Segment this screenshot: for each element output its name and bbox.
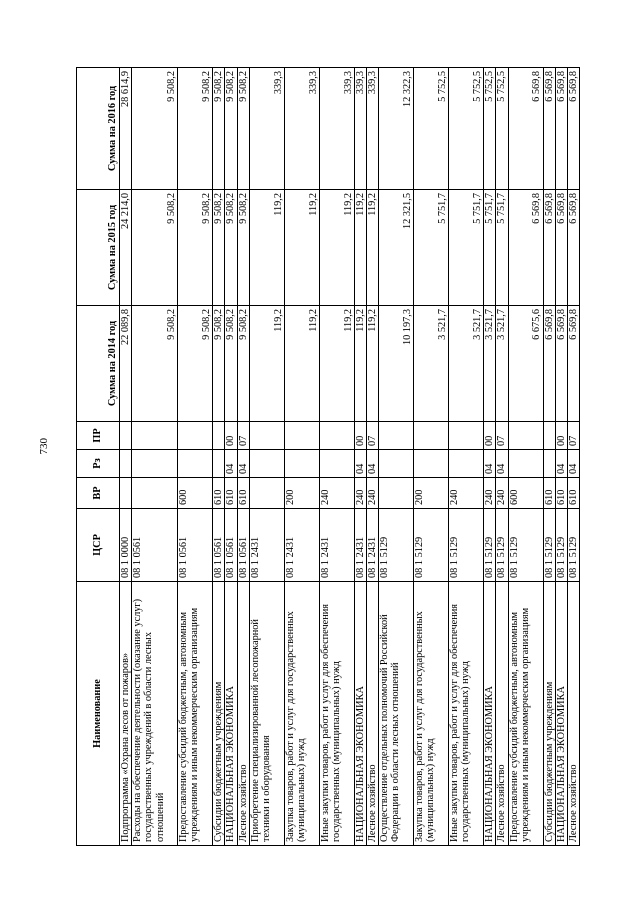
row-sum-2014: 9 508,2 bbox=[178, 306, 213, 422]
row-rz bbox=[120, 450, 132, 478]
row-csr: 08 1 5129 bbox=[543, 509, 555, 582]
row-sum-2015: 9 508,2 bbox=[178, 190, 213, 306]
row-sum-2014: 3 521,7 bbox=[449, 306, 484, 422]
row-csr: 08 1 5129 bbox=[508, 509, 543, 582]
row-rz: 04 bbox=[568, 450, 580, 478]
row-vr: 610 bbox=[225, 478, 237, 509]
row-sum-2015: 9 508,2 bbox=[132, 190, 178, 306]
row-sum-2014: 6 569,8 bbox=[543, 306, 555, 422]
row-sum-2016: 5 752,5 bbox=[414, 68, 449, 190]
row-sum-2014: 119,2 bbox=[319, 306, 354, 422]
table-row bbox=[449, 68, 484, 846]
row-name: Закупка товаров, работ и услуг для государственных (муниципальных) нужд bbox=[284, 582, 319, 846]
row-pr bbox=[414, 422, 449, 450]
table-row bbox=[496, 68, 508, 846]
row-vr bbox=[120, 478, 132, 509]
row-csr: 08 1 5129 bbox=[496, 509, 508, 582]
row-rz bbox=[249, 450, 284, 478]
row-sum-2015: 119,2 bbox=[249, 190, 284, 306]
row-vr bbox=[379, 478, 414, 509]
row-vr: 610 bbox=[237, 478, 249, 509]
row-sum-2014: 22 089,8 bbox=[120, 306, 132, 422]
page-number: 730 bbox=[38, 438, 50, 455]
row-sum-2014: 3 521,7 bbox=[484, 306, 496, 422]
row-name: Иные закупки товаров, работ и услуг для обеспечения государственных (муниципальных) нужд bbox=[449, 582, 484, 846]
row-pr bbox=[120, 422, 132, 450]
row-sum-2016: 339,3 bbox=[284, 68, 319, 190]
row-sum-2016: 9 508,2 bbox=[213, 68, 225, 190]
header-sum-2014: Сумма на 2014 год bbox=[77, 306, 120, 422]
header-rz: Рз bbox=[77, 450, 120, 478]
row-rz bbox=[132, 450, 178, 478]
row-csr: 08 1 5129 bbox=[555, 509, 567, 582]
row-vr: 610 bbox=[543, 478, 555, 509]
row-name: Лесное хозяйство bbox=[237, 582, 249, 846]
row-sum-2016: 339,3 bbox=[319, 68, 354, 190]
row-name: Иные закупки товаров, работ и услуг для обеспечения государственных (муниципальных) нужд bbox=[319, 582, 354, 846]
row-sum-2015: 6 569,8 bbox=[555, 190, 567, 306]
row-name: НАЦИОНАЛЬНАЯ ЭКОНОМИКА bbox=[225, 582, 237, 846]
row-csr: 08 1 5129 bbox=[568, 509, 580, 582]
row-sum-2015: 119,2 bbox=[354, 190, 366, 306]
row-pr bbox=[213, 422, 225, 450]
row-sum-2014: 9 508,2 bbox=[132, 306, 178, 422]
row-rz: 04 bbox=[354, 450, 366, 478]
row-pr: 00 bbox=[354, 422, 366, 450]
row-pr: 07 bbox=[367, 422, 379, 450]
row-sum-2015: 119,2 bbox=[284, 190, 319, 306]
row-sum-2014: 6 569,8 bbox=[568, 306, 580, 422]
row-pr bbox=[379, 422, 414, 450]
table-row bbox=[508, 68, 543, 846]
row-name: Лесное хозяйство bbox=[568, 582, 580, 846]
table-row bbox=[367, 68, 379, 846]
row-pr bbox=[508, 422, 543, 450]
row-sum-2015: 5 751,7 bbox=[449, 190, 484, 306]
row-vr: 610 bbox=[555, 478, 567, 509]
row-csr: 08 1 0561 bbox=[213, 509, 225, 582]
row-sum-2015: 5 751,7 bbox=[496, 190, 508, 306]
row-vr: 200 bbox=[414, 478, 449, 509]
row-sum-2014: 119,2 bbox=[284, 306, 319, 422]
table-row bbox=[213, 68, 225, 846]
row-name: НАЦИОНАЛЬНАЯ ЭКОНОМИКА bbox=[354, 582, 366, 846]
row-csr: 08 1 0561 bbox=[132, 509, 178, 582]
row-vr: 240 bbox=[484, 478, 496, 509]
row-sum-2015: 5 751,7 bbox=[414, 190, 449, 306]
row-sum-2015: 6 569,8 bbox=[543, 190, 555, 306]
row-csr: 08 1 5129 bbox=[379, 509, 414, 582]
row-csr: 08 1 2431 bbox=[249, 509, 284, 582]
table-row bbox=[354, 68, 366, 846]
table-row bbox=[543, 68, 555, 846]
budget-table-container bbox=[76, 68, 580, 846]
row-sum-2016: 6 569,8 bbox=[543, 68, 555, 190]
row-sum-2016: 339,3 bbox=[354, 68, 366, 190]
row-sum-2014: 6 675,6 bbox=[508, 306, 543, 422]
row-name: Субсидии бюджетным учреждениям bbox=[543, 582, 555, 846]
row-pr: 00 bbox=[484, 422, 496, 450]
row-sum-2016: 339,3 bbox=[249, 68, 284, 190]
header-vr: ВР bbox=[77, 478, 120, 509]
row-rz bbox=[543, 450, 555, 478]
row-csr: 08 1 2431 bbox=[354, 509, 366, 582]
row-vr: 610 bbox=[213, 478, 225, 509]
row-sum-2015: 12 321,5 bbox=[379, 190, 414, 306]
row-sum-2016: 9 508,2 bbox=[132, 68, 178, 190]
row-sum-2014: 119,2 bbox=[354, 306, 366, 422]
row-name: Осуществление отдельных полномочий Российской Федерации в области лесных отношений bbox=[379, 582, 414, 846]
row-name: НАЦИОНАЛЬНАЯ ЭКОНОМИКА bbox=[484, 582, 496, 846]
row-pr: 00 bbox=[555, 422, 567, 450]
header-csr: ЦСР bbox=[77, 509, 120, 582]
row-sum-2016: 5 752,5 bbox=[449, 68, 484, 190]
row-vr: 240 bbox=[319, 478, 354, 509]
header-sum-2015: Сумма на 2015 год bbox=[77, 190, 120, 306]
row-vr: 240 bbox=[449, 478, 484, 509]
table-body bbox=[120, 68, 580, 846]
table-row bbox=[120, 68, 132, 846]
row-sum-2015: 5 751,7 bbox=[484, 190, 496, 306]
row-pr bbox=[449, 422, 484, 450]
row-sum-2015: 9 508,2 bbox=[237, 190, 249, 306]
row-name: Подпрограмма «Охрана лесов от пожаров» bbox=[120, 582, 132, 846]
row-sum-2014: 119,2 bbox=[367, 306, 379, 422]
row-vr: 600 bbox=[178, 478, 213, 509]
row-vr bbox=[132, 478, 178, 509]
row-pr bbox=[319, 422, 354, 450]
table-row bbox=[284, 68, 319, 846]
row-sum-2014: 10 197,3 bbox=[379, 306, 414, 422]
row-name: Расходы на обеспечение деятельности (оказание услуг) государственных учреждений в области лесных отношений bbox=[132, 582, 178, 846]
row-vr: 240 bbox=[367, 478, 379, 509]
row-rz: 04 bbox=[484, 450, 496, 478]
row-sum-2014: 119,2 bbox=[249, 306, 284, 422]
table-row bbox=[249, 68, 284, 846]
row-rz bbox=[178, 450, 213, 478]
row-pr bbox=[284, 422, 319, 450]
row-sum-2016: 9 508,2 bbox=[178, 68, 213, 190]
row-sum-2016: 339,3 bbox=[367, 68, 379, 190]
table-row bbox=[132, 68, 178, 846]
row-rz bbox=[508, 450, 543, 478]
row-sum-2014: 9 508,2 bbox=[237, 306, 249, 422]
row-sum-2016: 9 508,2 bbox=[225, 68, 237, 190]
row-pr bbox=[178, 422, 213, 450]
row-sum-2016: 6 569,8 bbox=[568, 68, 580, 190]
row-sum-2014: 6 569,8 bbox=[555, 306, 567, 422]
row-csr: 08 1 0000 bbox=[120, 509, 132, 582]
header-pr: ПР bbox=[77, 422, 120, 450]
table-row bbox=[319, 68, 354, 846]
header-name: Наименование bbox=[77, 582, 120, 846]
row-pr: 07 bbox=[237, 422, 249, 450]
row-csr: 08 1 2431 bbox=[367, 509, 379, 582]
row-name: Предоставление субсидий бюджетным, автономным учреждениям и иным некоммерческим организациям bbox=[508, 582, 543, 846]
row-name: Субсидии бюджетным учреждениям bbox=[213, 582, 225, 846]
row-sum-2016: 9 508,2 bbox=[237, 68, 249, 190]
row-pr bbox=[132, 422, 178, 450]
row-csr: 08 1 5129 bbox=[414, 509, 449, 582]
row-rz bbox=[379, 450, 414, 478]
header-sum-2016: Сумма на 2016 год bbox=[77, 68, 120, 190]
row-sum-2015: 6 569,8 bbox=[508, 190, 543, 306]
row-pr bbox=[249, 422, 284, 450]
row-sum-2015: 119,2 bbox=[319, 190, 354, 306]
row-rz bbox=[284, 450, 319, 478]
row-name: Приобретение специализированной лесопожарной техники и оборудования bbox=[249, 582, 284, 846]
row-name: НАЦИОНАЛЬНАЯ ЭКОНОМИКА bbox=[555, 582, 567, 846]
row-vr: 600 bbox=[508, 478, 543, 509]
row-sum-2016: 28 614,9 bbox=[120, 68, 132, 190]
row-sum-2015: 6 569,8 bbox=[568, 190, 580, 306]
row-sum-2016: 6 569,8 bbox=[555, 68, 567, 190]
row-vr bbox=[249, 478, 284, 509]
table-row bbox=[379, 68, 414, 846]
row-rz bbox=[213, 450, 225, 478]
table-row bbox=[568, 68, 580, 846]
row-sum-2015: 9 508,2 bbox=[225, 190, 237, 306]
row-sum-2016: 12 322,3 bbox=[379, 68, 414, 190]
row-rz: 04 bbox=[225, 450, 237, 478]
row-name: Лесное хозяйство bbox=[367, 582, 379, 846]
row-csr: 08 1 0561 bbox=[178, 509, 213, 582]
row-csr: 08 1 0561 bbox=[237, 509, 249, 582]
rotated-page-area bbox=[76, 68, 580, 846]
table-row bbox=[225, 68, 237, 846]
table-row bbox=[178, 68, 213, 846]
row-csr: 08 1 5129 bbox=[449, 509, 484, 582]
table-row bbox=[484, 68, 496, 846]
row-csr: 08 1 0561 bbox=[225, 509, 237, 582]
budget-table bbox=[76, 67, 580, 846]
row-csr: 08 1 2431 bbox=[284, 509, 319, 582]
row-rz bbox=[449, 450, 484, 478]
row-vr: 200 bbox=[284, 478, 319, 509]
row-csr: 08 1 2431 bbox=[319, 509, 354, 582]
row-pr: 07 bbox=[568, 422, 580, 450]
row-sum-2015: 9 508,2 bbox=[213, 190, 225, 306]
table-row bbox=[555, 68, 567, 846]
row-sum-2014: 3 521,7 bbox=[496, 306, 508, 422]
row-rz: 04 bbox=[237, 450, 249, 478]
row-sum-2015: 24 214,0 bbox=[120, 190, 132, 306]
row-sum-2015: 119,2 bbox=[367, 190, 379, 306]
row-pr: 00 bbox=[225, 422, 237, 450]
row-vr: 610 bbox=[568, 478, 580, 509]
table-row bbox=[237, 68, 249, 846]
table-header-row bbox=[77, 68, 120, 846]
table-row bbox=[414, 68, 449, 846]
row-rz: 04 bbox=[555, 450, 567, 478]
row-csr: 08 1 5129 bbox=[484, 509, 496, 582]
row-sum-2016: 6 569,8 bbox=[508, 68, 543, 190]
row-vr: 240 bbox=[354, 478, 366, 509]
row-rz bbox=[414, 450, 449, 478]
row-name: Закупка товаров, работ и услуг для государственных (муниципальных) нужд bbox=[414, 582, 449, 846]
row-rz bbox=[319, 450, 354, 478]
row-rz: 04 bbox=[367, 450, 379, 478]
row-sum-2016: 5 752,5 bbox=[484, 68, 496, 190]
row-sum-2014: 3 521,7 bbox=[414, 306, 449, 422]
row-sum-2016: 5 752,5 bbox=[496, 68, 508, 190]
row-rz: 04 bbox=[496, 450, 508, 478]
row-name: Предоставление субсидий бюджетным, автономным учреждениям и иным некоммерческим организациям bbox=[178, 582, 213, 846]
row-pr: 07 bbox=[496, 422, 508, 450]
row-sum-2014: 9 508,2 bbox=[225, 306, 237, 422]
row-name: Лесное хозяйство bbox=[496, 582, 508, 846]
row-sum-2014: 9 508,2 bbox=[213, 306, 225, 422]
row-vr: 240 bbox=[496, 478, 508, 509]
row-pr bbox=[543, 422, 555, 450]
